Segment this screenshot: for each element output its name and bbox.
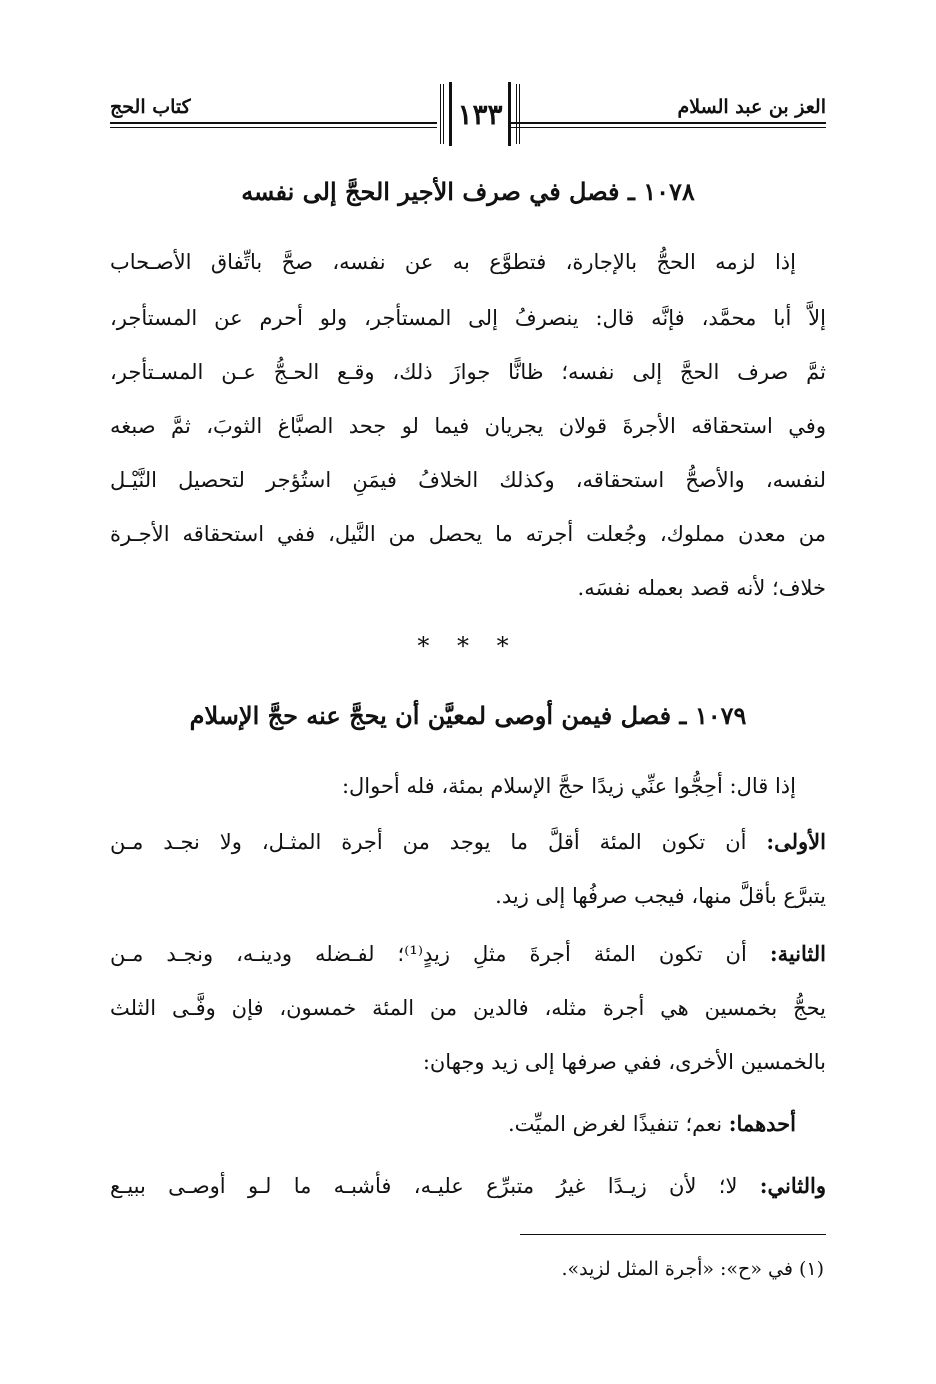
- paragraph-line: إذا قال: أحِجُّوا عنِّي زيدًا حجَّ الإسلام بمئة، فله أحوال:: [341, 774, 796, 798]
- paragraph-line: خلاف؛ لأنه قصد بعمله نفسَه.: [577, 576, 826, 600]
- header-book-title: كتاب الحج: [110, 96, 191, 118]
- paragraph-line: [110, 822, 826, 862]
- header-rule: [110, 127, 437, 128]
- header-rule: [110, 122, 437, 124]
- section-heading-1078: ١٠٧٨ ـ فصل في صرف الأجير الحجَّ إلى نفسه: [241, 177, 695, 206]
- case-text: أن تكون المئة أقلَّ ما يوجد من أجرة المثـل، ولا نجـد مـن: [110, 830, 767, 854]
- paragraph-line: [110, 934, 826, 974]
- case-label: والثاني:: [759, 1173, 826, 1198]
- running-header: [110, 84, 826, 164]
- page-number: ١٣٣: [440, 84, 520, 144]
- header-rule: [511, 122, 826, 124]
- case-label: الثانية:: [769, 941, 826, 966]
- paragraph-line: وفي استحقاقه الأجرةَ قولان يجريان فيما لو جحد الصبَّاغ الثوبَ، ثمَّ صبغه: [110, 414, 826, 438]
- paragraph-line: [110, 1104, 826, 1144]
- case-text: لا؛ لأن زيـدًا غيرُ متبرِّع عليـه، فأشبـه ما لـو أوصـى ببيـع: [110, 1174, 760, 1198]
- paragraph-line: إذا لزمه الحجُّ بالإجارة، فتطوَّع به عن نفسه، صحَّ باتِّفاق الأصـحاب: [110, 250, 796, 274]
- header-rule: [511, 127, 826, 128]
- paragraph-line: لنفسه، والأصحُّ استحقاقه، وكذلك الخلافُ فيمَنِ استُؤجر لتحصيل النَّيْـل: [110, 468, 826, 492]
- section-heading-1079: ١٠٧٩ ـ فصل فيمن أوصى لمعيَّن أن يحجَّ عنه حجَّ الإسلام: [189, 701, 747, 730]
- paragraph-line: يحجُّ بخمسين هي أجرة مثله، فالدين من المئة خمسون، فإن وفَّـى الثلث: [110, 996, 826, 1020]
- case-text: نعم؛ تنفيذًا لغرض الميِّت.: [507, 1112, 729, 1136]
- case-text: أن تكون المئة أجرةَ مثلِ زيدٍ⁽¹⁾؛ لفـضله ودينـه، ونجـد مـن: [110, 942, 770, 966]
- paragraph-line: يتبرَّع بأقلَّ منها، فيجب صرفُها إلى زيد.: [495, 884, 826, 908]
- section-separator: * * *: [417, 632, 519, 660]
- paragraph-line: بالخمسين الأخرى، ففي صرفها إلى زيد وجهان:: [422, 1050, 826, 1074]
- footnote-rule: [520, 1234, 826, 1235]
- paragraph-line: إلاَّ أبا محمَّد، فإنَّه قال: ينصرفُ إلى المستأجر، ولو أحرم عن المستأجر،: [110, 306, 826, 330]
- paragraph-line: [110, 1166, 826, 1206]
- paragraph-line: من معدن مملوك، وجُعلت أجرته ما يحصل من النَّيل، ففي استحقاقه الأجـرة: [110, 522, 826, 546]
- case-label: الأولى:: [766, 829, 826, 854]
- header-author: العز بن عبد السلام: [677, 96, 826, 118]
- paragraph-line: ثمَّ صرف الحجَّ إلى نفسه؛ ظانًّا جوازَ ذلك، وقـع الحـجُّ عـن المسـتأجر،: [110, 360, 826, 384]
- case-label: أحدهما:: [728, 1111, 796, 1136]
- footnote: (١) في «ح»: «أجرة المثل لزيد».: [561, 1258, 824, 1280]
